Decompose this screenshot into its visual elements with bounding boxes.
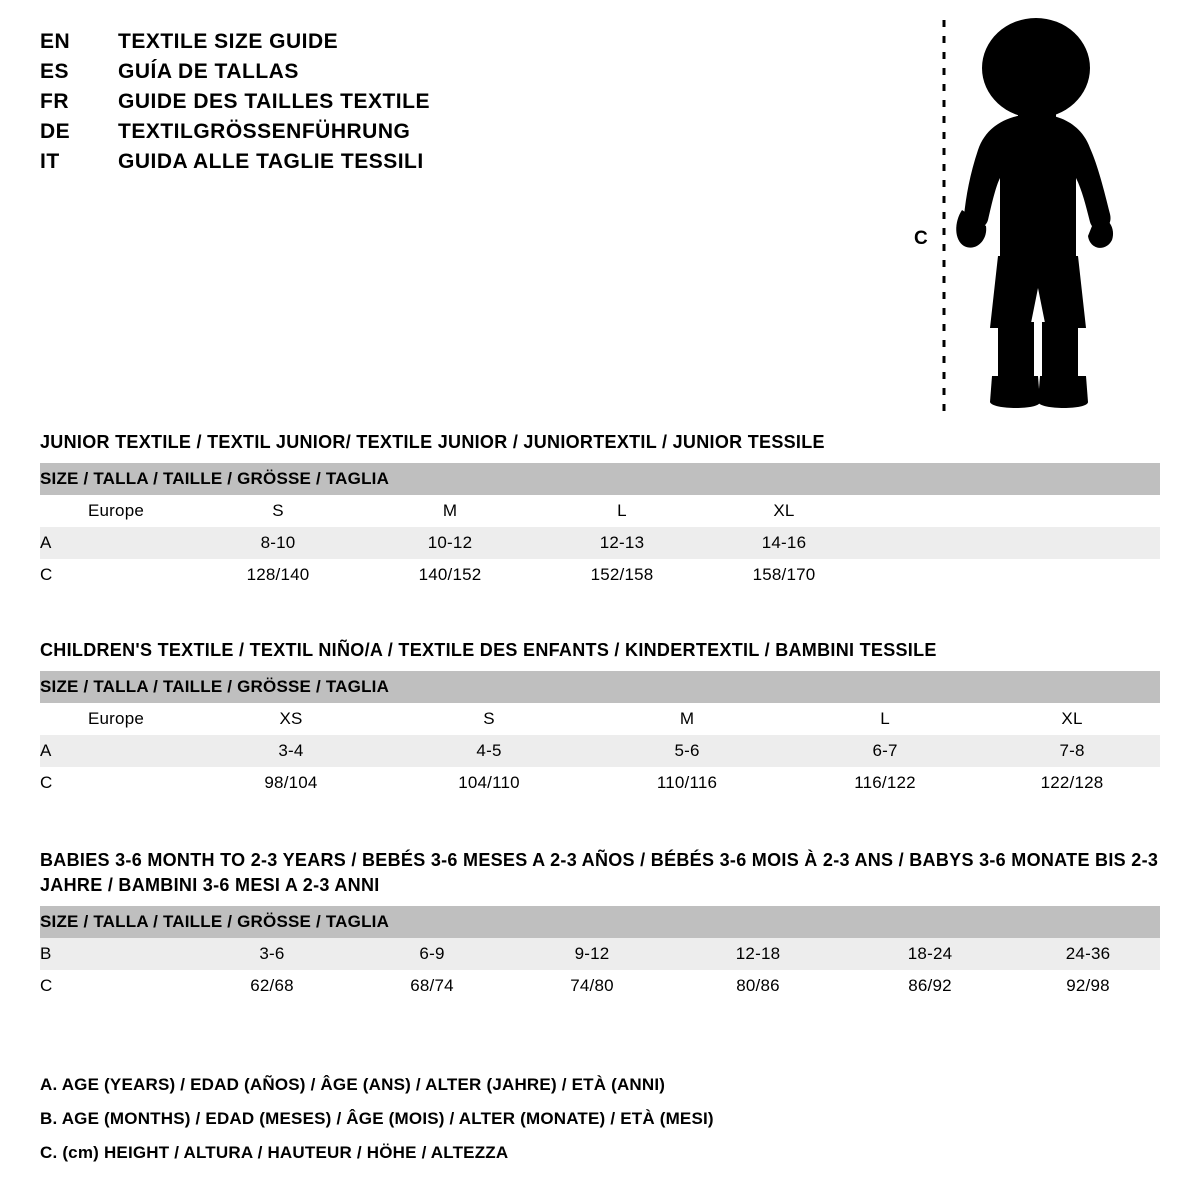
child-silhouette-icon: [900, 10, 1180, 430]
table-header-row: [40, 671, 1160, 703]
language-title-block: [40, 30, 860, 180]
size-header-label: SIZE / TALLA / TAILLE / GRÖSSE / TAGLIA: [40, 463, 860, 495]
row-key: A: [40, 735, 192, 767]
value-cell: 3-6: [192, 938, 352, 970]
table-row: [40, 970, 1160, 1002]
value-cell: 3-4: [192, 735, 390, 767]
value-cell: 9-12: [512, 938, 672, 970]
value-cell: 122/128: [984, 767, 1160, 799]
value-cell: 116/122: [786, 767, 984, 799]
value-cell: 140/152: [364, 559, 536, 591]
value-cell: 12-18: [672, 938, 844, 970]
value-cell: 6-9: [352, 938, 512, 970]
size-header-label: SIZE / TALLA / TAILLE / GRÖSSE / TAGLIA: [40, 906, 512, 938]
size-cell: M: [364, 495, 536, 527]
height-axis-label: C: [914, 228, 928, 249]
footnote-a: A. AGE (YEARS) / EDAD (AÑOS) / ÂGE (ANS) / ALTER (JAHRE) / ETÀ (ANNI): [40, 1075, 666, 1094]
header-title-text: TEXTILGRÖSSENFÜHRUNG: [118, 120, 411, 143]
section-title: CHILDREN'S TEXTILE / TEXTIL NIÑO/A / TEXTILE DES ENFANTS / KINDERTEXTIL / BAMBINI TESSILE: [40, 640, 937, 660]
value-cell: 158/170: [708, 559, 860, 591]
value-cell: 104/110: [390, 767, 588, 799]
header-title-text: GUIDE DES TAILLES TEXTILE: [118, 90, 430, 113]
size-cell: M: [588, 703, 786, 735]
table-row: [40, 527, 1160, 559]
spacer-cell: [588, 671, 1160, 703]
spacer-cell: [860, 559, 1160, 591]
value-cell: 12-13: [536, 527, 708, 559]
header-row: [40, 30, 860, 60]
row-key: A: [40, 527, 192, 559]
row-key: C: [40, 559, 192, 591]
value-cell: 8-10: [192, 527, 364, 559]
table-header-row: [40, 463, 1160, 495]
region-label: Europe: [40, 703, 192, 735]
size-table-babies: [40, 906, 1160, 1002]
value-cell: 98/104: [192, 767, 390, 799]
value-cell: 128/140: [192, 559, 364, 591]
header-lang-code: FR: [40, 90, 69, 113]
value-cell: 62/68: [192, 970, 352, 1002]
value-cell: 6-7: [786, 735, 984, 767]
row-key: C: [40, 970, 192, 1002]
region-label: Europe: [40, 495, 192, 527]
size-header-label: SIZE / TALLA / TAILLE / GRÖSSE / TAGLIA: [40, 671, 588, 703]
spacer-cell: [860, 495, 1160, 527]
table-header-row: [40, 906, 1160, 938]
value-cell: 86/92: [844, 970, 1016, 1002]
section-title: JUNIOR TEXTILE / TEXTIL JUNIOR/ TEXTILE JUNIOR / JUNIORTEXTIL / JUNIOR TESSILE: [40, 432, 825, 452]
value-cell: 152/158: [536, 559, 708, 591]
value-cell: 5-6: [588, 735, 786, 767]
value-cell: 14-16: [708, 527, 860, 559]
row-key: C: [40, 767, 192, 799]
value-cell: 4-5: [390, 735, 588, 767]
size-cell: XL: [708, 495, 860, 527]
size-cell: S: [192, 495, 364, 527]
size-cell: S: [390, 703, 588, 735]
footnote-b: B. AGE (MONTHS) / EDAD (MESES) / ÂGE (MOIS) / ALTER (MONATE) / ETÀ (MESI): [40, 1109, 714, 1128]
value-cell: 80/86: [672, 970, 844, 1002]
header-row: [40, 120, 860, 150]
spacer-cell: [512, 906, 1160, 938]
row-key: B: [40, 938, 192, 970]
section-title: BABIES 3-6 MONTH TO 2-3 YEARS / BEBÉS 3-6 MESES A 2-3 AÑOS / BÉBÉS 3-6 MOIS À 2-3 ANS / BABYS 3-6 MONATE BIS 2-3 JAHRE / BAMBINI 3-6 MESI A 2-3 ANNI: [40, 850, 1159, 895]
size-table-junior: [40, 463, 1160, 591]
spacer-cell: [860, 527, 1160, 559]
table-row-sizes: [40, 495, 1160, 527]
section-babies-textile: [40, 848, 1160, 1002]
size-cell: XS: [192, 703, 390, 735]
child-silhouette-figure: [900, 10, 1180, 430]
section-junior-textile: [40, 430, 1160, 591]
table-row-sizes: [40, 703, 1160, 735]
header-lang-code: ES: [40, 60, 70, 83]
value-cell: 24-36: [1016, 938, 1160, 970]
table-row: [40, 767, 1160, 799]
value-cell: 110/116: [588, 767, 786, 799]
header-title-text: GUIDA ALLE TAGLIE TESSILI: [118, 150, 424, 173]
section-childrens-textile: [40, 638, 1160, 799]
header-lang-code: DE: [40, 120, 71, 143]
spacer-cell: [860, 463, 1160, 495]
value-cell: 68/74: [352, 970, 512, 1002]
value-cell: 74/80: [512, 970, 672, 1002]
header-lang-code: IT: [40, 150, 60, 173]
header-title-text: GUÍA DE TALLAS: [118, 60, 299, 83]
header-row: [40, 90, 860, 120]
value-cell: 10-12: [364, 527, 536, 559]
size-cell: XL: [984, 703, 1160, 735]
header-row: [40, 150, 860, 180]
size-cell: L: [786, 703, 984, 735]
footnote-c: C. (cm) HEIGHT / ALTURA / HAUTEUR / HÖHE / ALTEZZA: [40, 1143, 509, 1162]
header-lang-code: EN: [40, 30, 71, 53]
size-cell: L: [536, 495, 708, 527]
value-cell: 7-8: [984, 735, 1160, 767]
size-table-children: [40, 671, 1160, 799]
table-row: [40, 938, 1160, 970]
value-cell: 92/98: [1016, 970, 1160, 1002]
header-row: [40, 60, 860, 90]
legend-footnotes: [40, 1068, 1140, 1170]
table-row: [40, 735, 1160, 767]
table-row: [40, 559, 1160, 591]
header-title-text: TEXTILE SIZE GUIDE: [118, 30, 339, 53]
value-cell: 18-24: [844, 938, 1016, 970]
